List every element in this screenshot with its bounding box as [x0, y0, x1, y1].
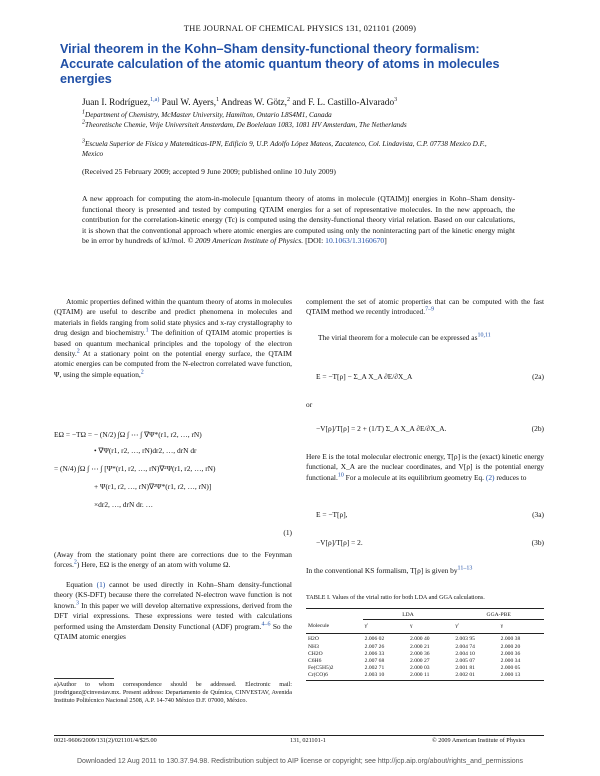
table-header: γ': [455, 623, 459, 630]
intro-paragraph: Atomic properties defined within the quantum theory of atoms in molecules (QTAIM) are useful to describe and predict phenomena in molecules and materials in fields ranging from solid state physics and x-ray crystallography to drug design and biochemistry.$^1$ The definition of QTAIM atomic properties is based on quantum mechanical principles and the topology of the electron density.$^2$ At a stationary point on the potential energy surface, the QTAIM atomic energies can be computed from the N-electron correlated wave function, Ψ, using the simple equation,$^2$: [54, 297, 293, 379]
author-name: Paul W. Ayers,: [161, 98, 217, 108]
ref-link[interactable]: 2: [76, 348, 80, 355]
ref-link[interactable]: 1: [145, 327, 149, 334]
or-word: or: [306, 400, 313, 409]
equation-2a: E = −T[ρ] − Σ_A X_A ∂E/∂X_A (2a): [316, 372, 544, 381]
table-cell: Fe(C5H5)2: [308, 665, 334, 672]
body-paragraph: The virial theorem for a molecule can be expressed as$^{10,11}$: [318, 332, 491, 342]
equation-3a: E = −T[ρ], (3a): [316, 510, 544, 519]
data-table: [306, 608, 544, 682]
ref-link[interactable]: 2: [73, 559, 77, 566]
abstract: A new approach for computing the atom-in-molecule [quantum theory of atoms in molecule (QTAIM)] energies in Kohn–Sham density-functional theory is presented and tested by computing QTAIM energies for a set of representative molecules. In the new approach, the contribution for the correlation-kinetic energy (Tc) is computed using the density-functional theory virial relation. Based on our calculations, it is shown that the conventional approach where atomic energies are computed using only the noninteracting part of the kinetic energy might be in error by hundreds of kJ/mol. © 2009 American Institute of Physics. [DOI: 10.1063/1.3160670]: [82, 194, 515, 246]
table-cell: 2.000 21: [410, 643, 430, 650]
table-group-header: LDA: [363, 609, 454, 620]
article-title: Virial theorem in the Kohn–Sham density-functional theory formalism: Accurate calculation of the atomic quantum theory of atoms in molecules energies: [60, 42, 500, 86]
running-head: THE JOURNAL OF CHEMICAL PHYSICS 131, 021101 (2009): [183, 23, 417, 33]
table-header: γ: [410, 623, 413, 630]
table-cell: 2.005 07: [455, 658, 475, 665]
table-cell: Cr(CO)6: [308, 672, 328, 679]
ref-link[interactable]: 7–9: [425, 306, 435, 313]
table-cell: 2.001 81: [455, 665, 475, 672]
equation-link[interactable]: (1): [96, 580, 106, 589]
table-cell: 2.000 03: [410, 665, 430, 672]
footnote-divider: [54, 678, 114, 679]
table-cell: NH3: [308, 643, 319, 650]
affiliation-2: $^2$Theoretische Chemie, Vrije Universiteit Amsterdam, De Boelelaan 1083, 1081 HV Amsterdam, The Netherlands: [82, 119, 407, 129]
table-row: [306, 672, 544, 680]
ref-link[interactable]: 10: [337, 472, 344, 479]
body-paragraph: (Away from the stationary point there are corrections due to the Feynman forces.$^2$) Here, EΩ is the energy of an atom with volume Ω.: [54, 550, 292, 570]
author-affiliation-mark[interactable]: 1,a): [150, 96, 160, 103]
table-cell: 2.002 01: [455, 672, 475, 679]
table-row: [306, 651, 544, 658]
equation-number: (3a): [532, 510, 544, 519]
copyright-notice: © 2009 American Institute of Physics.: [187, 236, 304, 246]
table-header: γ: [500, 623, 504, 630]
body-paragraph: Equation (1) cannot be used directly in Kohn–Sham density-functional theory (KS-DFT) because there the correlated N-electron wave function is not known.$^3$ In this paper we will develop alternative expressions, derived from the DFT virial expressions. These expressions were tested with calculations performed using the Amsterdam Density Functional (ADF) program.$^{4-6}$ So the QTAIM atomic energies: [54, 580, 293, 642]
equation-number: (1): [283, 528, 292, 537]
footer-issn: 0021-9606/2009/131(2)/021101/4/$25.00: [54, 737, 157, 744]
equation-number: (2a): [532, 372, 544, 381]
author-name: Andreas W. Götz,: [220, 98, 288, 108]
table-header: Molecule: [308, 622, 330, 629]
body-paragraph: complement the set of atomic properties that can be computed with the fast QTAIM method we recently introduced.$^{7-9}$: [306, 297, 544, 317]
ref-link[interactable]: 11–13: [457, 565, 473, 572]
table-row: [306, 665, 544, 672]
table-cell: 2.000 20: [500, 643, 521, 650]
author-affiliation-mark: 1: [216, 96, 220, 103]
table-cell: 2.000 05: [500, 665, 521, 672]
table-header: γ': [364, 623, 369, 630]
table-row: [306, 644, 544, 651]
table-cell: 2.006 33: [364, 650, 385, 657]
footer-rule: [54, 735, 544, 736]
doi-link[interactable]: 10.1063/1.3160670: [325, 236, 385, 246]
table-cell: 2.000 40: [410, 636, 430, 643]
table-cell: 2.000 36: [500, 650, 521, 657]
table-caption: TABLE I. Values of the virial ratio for both LDA and GGA calculations.: [306, 594, 485, 601]
ref-link[interactable]: 2: [140, 369, 144, 376]
table-cell: 2.007 26: [364, 643, 385, 650]
table-cell: 2.000 27: [410, 658, 430, 665]
body-paragraph: In the conventional KS formalism, T[ρ] is given $by^{11-13}$: [306, 565, 473, 575]
affiliation-3: $^3$Escuela Superior de Física y Matemáticas-IPN, Edificio 9, U.P. Adolfo López Mateos, Zacatenco, Col. Lindavista, C.P. 07738 Mexico D.F., Mexico: [82, 138, 487, 158]
ref-link[interactable]: 3: [75, 600, 79, 607]
received-dates: (Received 25 February 2009; accepted 9 June 2009; published online 10 July 2009): [82, 167, 336, 176]
table-cell: C6H6: [308, 658, 322, 665]
equation-number: (2b): [531, 424, 544, 433]
table-row: [306, 658, 544, 665]
ref-link[interactable]: 10,11: [477, 332, 491, 339]
ref-link[interactable]: 4–6: [261, 621, 271, 628]
body-paragraph: Here E is the total molecular electronic energy, T[ρ] is the (exact) kinetic energy functional, X_A are the nuclear coordinates, and V[ρ] is the potential energy functional.$^{10}$ For a molecule at its equilibrium geometry Eq. (2) reduces to: [306, 452, 544, 482]
table-cell: 2.006 02: [364, 636, 385, 643]
table-cell: CH2O: [308, 650, 323, 657]
equation-number: (3b): [531, 538, 544, 547]
download-notice: Downloaded 12 Aug 2011 to 130.37.94.98. Redistribution subject to AIP license or copyright; see http://jcp.aip.org/about/rights_and_permissions: [76, 758, 524, 765]
author-name: and F. L. Castillo-Alvarado: [292, 98, 395, 108]
author-affiliation-mark: 3: [394, 96, 398, 103]
abstract-text: A new approach for computing the atom-in-molecule [quantum theory of atoms in molecule (QTAIM)] energies in Kohn–Sham density-functional theory is presented and tested by computing QTAIM energies for a set of representative molecules. In the new approach, the contribution for the correlation-kinetic energy (Tc) is computed using the density-functional theory virial relation. Based on our calculations, it is shown that the conventional approach where atomic energies are computed using only the noninteracting part of the kinetic energy might be in error by hundreds of kJ/mol.: [82, 194, 515, 246]
author-list: [82, 98, 397, 108]
equation-1: EΩ = −TΩ = − (N/2) ∫Ω ∫ ⋯ ∫ ∇Ψ*(r1, r2, …, rN) • ∇Ψ(r1, r2, …, rN)dr2, …, drN dr = (N/4) ∫Ω ∫ ⋯ ∫ [Ψ*(r1, r2, …, rN)∇²Ψ(r1, r2, …, rN) + Ψ(r1, r2, …, rN)∇²Ψ*(r1, r2, …, rN)] ×dr2, …, drN dr. … (1): [54, 430, 292, 537]
author-name: Juan I. Rodríguez,: [82, 98, 151, 108]
table-cell: 2.003 95: [455, 636, 475, 643]
table-group-header: GGA-PBE: [453, 609, 544, 620]
table-cell: 2.004 10: [455, 650, 475, 657]
table-cell: 2.007 68: [364, 658, 385, 665]
author-affiliation-mark: 2: [287, 96, 291, 103]
table-cell: 2.000 38: [500, 636, 521, 643]
table-cell: 2.000 34: [500, 658, 521, 665]
table-cell: 2.003 10: [364, 672, 385, 679]
equation-3b: −V[ρ]/T[ρ] = 2. (3b): [316, 538, 544, 547]
table-cell: H2O: [308, 636, 319, 643]
footer-copyright: © 2009 American Institute of Physics: [432, 737, 526, 744]
table-row: [306, 634, 544, 644]
footer-page-id: 131, 021101-1: [290, 737, 326, 744]
table-cell: 2.000 11: [410, 672, 430, 679]
equation-link[interactable]: (2): [485, 472, 495, 482]
equation-2b: −V[ρ]/T[ρ] = 2 + (1/T) Σ_A X_A ∂E/∂X_A. (2b): [316, 424, 544, 433]
table-cell: 2.002 71: [364, 665, 385, 672]
footnote: a)Author to whom correspondence should be addressed. Electronic mail: jirodriguez@cinvestav.mx. Present address: Departamento de Química, CINVESTAV, Avenida Instituto Politécnico Nacional 2508, A.P. 14-740 México D.F. 07000, México.: [54, 681, 292, 705]
affiliation-1: $^1$Department of Chemistry, McMaster University, Hamilton, Ontario L8S4M1, Canada: [82, 109, 332, 119]
table-cell: 2.004 74: [455, 643, 475, 650]
table-cell: 2.000 36: [410, 650, 430, 657]
table-cell: 2.000 13: [500, 672, 521, 679]
